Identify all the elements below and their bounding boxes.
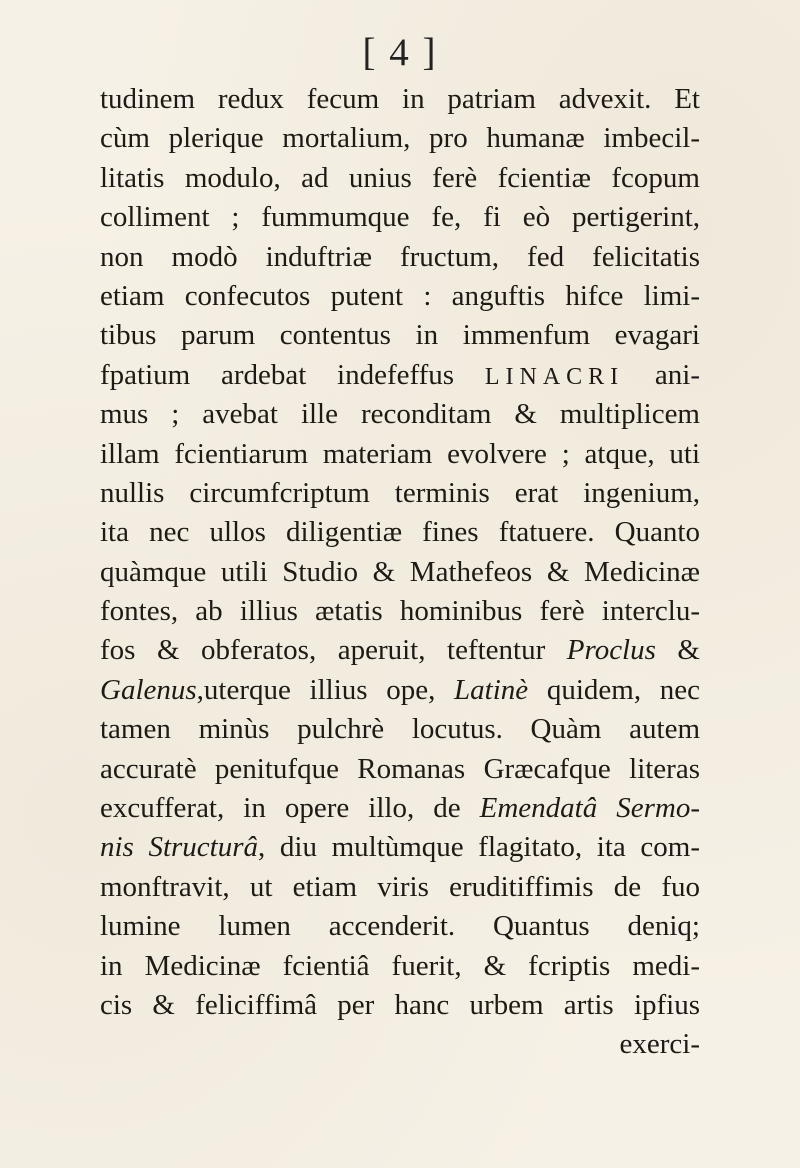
italic-text: Latinè xyxy=(454,673,529,706)
text-run: exerci- xyxy=(619,1028,700,1061)
text-run: lumine lumen accenderit. Quantus deniq; xyxy=(100,910,700,943)
text-run: quidem, nec xyxy=(528,673,701,706)
text-line xyxy=(100,119,700,158)
text-line xyxy=(100,356,700,395)
text-run: colliment ; fummumque fe, fi eò pertigerint, xyxy=(100,201,700,234)
text-line xyxy=(100,159,700,198)
italic-text: Proclus xyxy=(566,634,656,667)
text-run: mus ; avebat ille reconditam & multiplicem xyxy=(100,398,700,431)
text-run: , diu multùmque flagitato, ita com- xyxy=(258,831,701,864)
text-run: tibus parum contentus in immenfum evagari xyxy=(100,319,700,352)
text-line xyxy=(100,868,700,907)
page-number: [ 4 ] xyxy=(362,31,438,74)
text-run: in Medicinæ fcientiâ fuerit, & fcriptis medi- xyxy=(100,949,700,982)
text-run: quàmque utili Studio & Mathefeos & Medicinæ xyxy=(100,555,700,588)
text-run: accuratè penitufque Romanas Græcafque literas xyxy=(100,752,700,785)
text-run: cùm plerique mortalium, pro humanæ imbecil- xyxy=(100,122,700,155)
text-run: & xyxy=(655,634,700,667)
name-smallcaps: LINACRI xyxy=(484,363,625,390)
text-line xyxy=(100,750,700,789)
text-run: ,uterque illius ope, xyxy=(196,673,455,706)
text-line xyxy=(100,474,700,513)
italic-text: Galenus xyxy=(100,673,197,706)
italic-text: nis Structurâ xyxy=(100,831,259,864)
text-line xyxy=(100,947,700,986)
text-run: fpatium ardebat indefeffus xyxy=(100,358,485,391)
text-run: tudinem redux fecum in patriam advexit. Et xyxy=(100,83,700,115)
text-line xyxy=(100,316,700,355)
text-run: excufferat, in opere illo, de xyxy=(100,792,480,825)
text-line xyxy=(100,592,700,631)
text-run: etiam confecutos putent : anguftis hifce limi- xyxy=(100,279,700,312)
text-run: fos & obferatos, aperuit, teftentur xyxy=(100,634,567,667)
text-run: fontes, ab illius ætatis hominibus ferè interclu- xyxy=(100,595,700,628)
text-line xyxy=(100,80,700,119)
body-text xyxy=(100,80,700,1065)
text-line xyxy=(100,395,700,434)
text-line xyxy=(100,907,700,946)
text-run: ita nec ullos diligentiæ fines ftatuere. Quanto xyxy=(100,516,700,549)
text-line xyxy=(100,671,700,710)
text-line xyxy=(100,198,700,237)
text-line xyxy=(100,1025,700,1064)
text-line xyxy=(100,828,700,867)
text-line xyxy=(100,789,700,828)
text-run: ani- xyxy=(624,358,700,391)
text-run: non modò induftriæ fructum, fed felicitatis xyxy=(100,240,700,273)
text-line xyxy=(100,435,700,474)
text-run: cis & feliciffimâ per hanc urbem artis ipfius xyxy=(100,988,700,1021)
text-run: monftravit, ut etiam viris eruditiffimis de fuo xyxy=(100,870,700,903)
text-line xyxy=(100,513,700,552)
text-run: illam fcientiarum materiam evolvere ; atque, uti xyxy=(100,437,700,470)
text-line xyxy=(100,238,700,277)
text-run: nullis circumfcriptum terminis erat ingenium, xyxy=(100,476,700,509)
text-line xyxy=(100,986,700,1025)
text-line xyxy=(100,631,700,670)
text-line xyxy=(100,553,700,592)
text-run: litatis modulo, ad unius ferè fcientiæ fcopum xyxy=(100,161,700,194)
text-line xyxy=(100,710,700,749)
text-line xyxy=(100,277,700,316)
text-run: tamen minùs pulchrè locutus. Quàm autem xyxy=(100,713,700,746)
italic-text: Emendatâ Sermo- xyxy=(479,792,700,825)
